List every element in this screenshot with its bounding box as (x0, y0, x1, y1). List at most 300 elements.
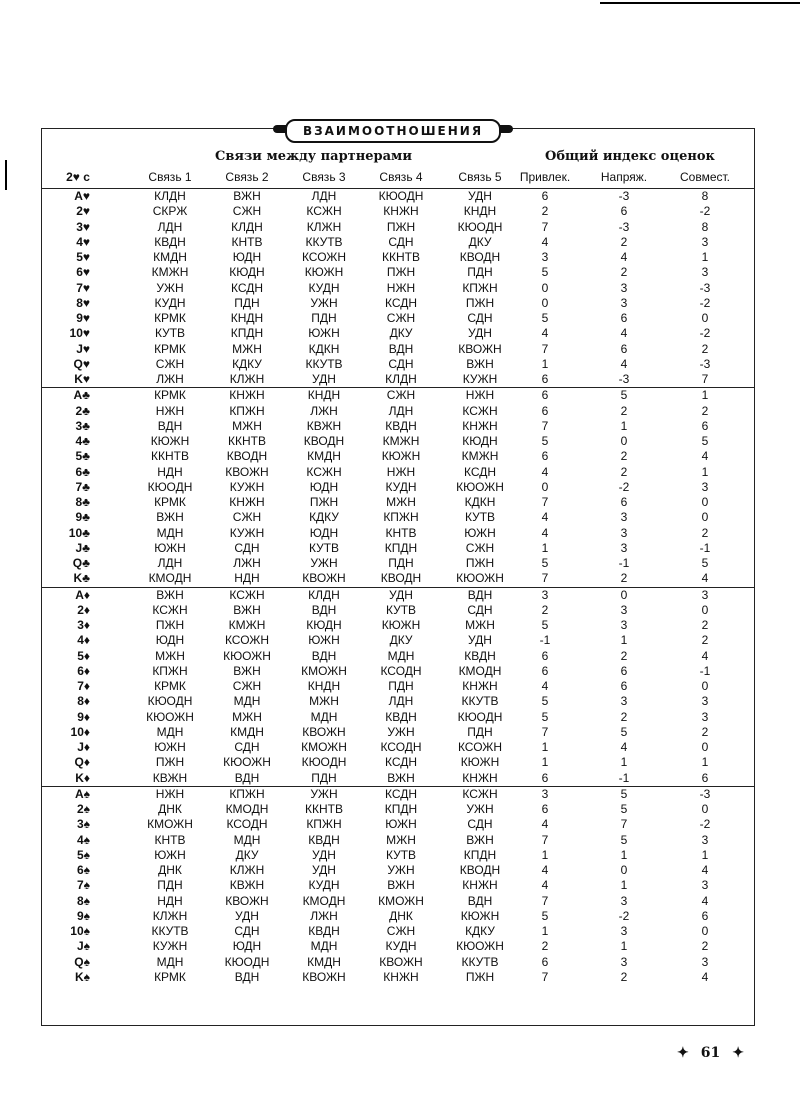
link-code: ДКУ (389, 633, 413, 648)
link-code: КДКУ (232, 356, 262, 371)
link-code: КЮОЖН (456, 479, 504, 494)
index-value: 3 (701, 709, 709, 724)
link-code: КСЖН (462, 786, 498, 801)
table-row (42, 878, 754, 893)
link-code: СДН (467, 817, 493, 832)
link-code: МДН (233, 832, 261, 847)
card-label: Q♥ (73, 356, 90, 371)
index-value: 6 (541, 770, 549, 785)
link-code: МЖН (386, 832, 416, 847)
link-code: КВДН (464, 648, 496, 663)
link-code: КДКУ (309, 510, 339, 525)
table-row (42, 817, 754, 832)
link-code: МДН (156, 525, 184, 540)
link-code: НДН (234, 571, 260, 586)
link-code: ЮДН (155, 633, 185, 648)
index-value: 8 (701, 219, 709, 234)
link-code: КЮОЖН (223, 648, 271, 663)
link-code: ЮЖН (308, 326, 340, 341)
link-code: ЮЖН (385, 817, 417, 832)
index-value: 7 (541, 495, 549, 509)
index-value: 4 (701, 863, 709, 877)
table-row (42, 250, 754, 265)
link-code: СЖН (232, 679, 262, 693)
index-value: 6 (620, 679, 628, 693)
table-row (42, 755, 754, 770)
link-code: ВДН (311, 648, 337, 663)
card-label: 2♥ (76, 204, 90, 219)
table-header-row (42, 170, 754, 189)
link-code: КМОДН (302, 893, 346, 908)
link-code: КЮОЖН (456, 939, 504, 954)
link-code: МДН (387, 648, 415, 663)
index-value: 5 (541, 556, 549, 570)
card-label: 7♠ (76, 878, 90, 893)
top-rule (600, 2, 800, 4)
table-row (42, 848, 754, 863)
link-code: НДН (157, 893, 183, 908)
index-value: 5 (541, 908, 549, 923)
index-value: 6 (541, 388, 549, 403)
index-value: 4 (541, 878, 549, 893)
card-label: 4♣ (75, 434, 90, 448)
index-value: 0 (701, 740, 709, 754)
index-value: 2 (620, 648, 628, 663)
link-code: СЖН (386, 924, 416, 938)
link-code: КЮОЖН (146, 709, 194, 724)
page-footer (671, 1045, 750, 1061)
link-code: КНДН (307, 679, 341, 693)
index-value: 6 (620, 663, 628, 678)
index-value: -2 (699, 204, 711, 219)
table-row (42, 449, 754, 464)
link-code: МДН (156, 724, 184, 739)
index-value: 4 (701, 449, 709, 464)
link-code: ВДН (311, 602, 337, 617)
link-code: КЛЖН (152, 908, 188, 923)
table-row (42, 924, 754, 939)
link-code: КСДН (384, 755, 418, 770)
link-code: КНТВ (231, 234, 263, 249)
link-code: КРМК (154, 311, 186, 325)
link-code: КРМК (154, 495, 186, 509)
link-code: КМЖН (151, 265, 189, 280)
table-row (42, 388, 754, 403)
card-label: 8♥ (76, 295, 90, 310)
column-header: Напряж. (600, 170, 648, 184)
index-value: -3 (618, 219, 630, 234)
index-value: 2 (541, 939, 549, 954)
diamond-ornament-icon: ✦ (677, 1045, 689, 1061)
card-label: 3♦ (77, 618, 90, 632)
card-label: 8♣ (75, 495, 90, 509)
link-code: СЖН (232, 204, 262, 219)
card-label: 6♦ (77, 663, 90, 678)
link-code: ЮЖН (154, 540, 186, 555)
column-header: Связь 1 (148, 170, 192, 184)
index-value: 3 (620, 280, 628, 295)
link-code: КНТВ (154, 832, 186, 847)
link-code: ЛЖН (310, 908, 338, 923)
card-label: 5♥ (76, 250, 90, 264)
index-value: 7 (701, 372, 709, 386)
index-value: 3 (701, 587, 709, 602)
index-value: 0 (701, 679, 709, 693)
link-code: КУЖН (229, 525, 265, 540)
card-label: 5♣ (75, 449, 90, 464)
link-code: КЮОДН (224, 954, 270, 969)
link-code: ВЖН (466, 356, 494, 371)
index-value: 2 (620, 571, 628, 586)
link-code: КУТВ (464, 510, 496, 525)
index-value: 1 (701, 755, 709, 770)
link-code: КУДН (385, 939, 417, 954)
index-value: 4 (541, 234, 549, 249)
link-code: ККУТВ (305, 234, 343, 249)
link-code: КЛЖН (229, 372, 265, 386)
index-value: 3 (701, 265, 709, 280)
index-value: 6 (541, 449, 549, 464)
link-code: КЮЖН (381, 618, 421, 632)
table-row (42, 434, 754, 449)
link-code: МЖН (155, 648, 185, 663)
index-value: 3 (541, 587, 549, 602)
link-code: КСОДН (380, 740, 422, 754)
link-code: КЛЖН (229, 863, 265, 877)
link-code: КЮЖН (460, 755, 500, 770)
index-value: 0 (620, 434, 628, 448)
link-code: ЛДН (311, 189, 337, 203)
link-code: СКРЖ (152, 204, 188, 219)
link-code: СЖН (155, 356, 185, 371)
link-code: КЛДН (231, 219, 263, 234)
link-code: УДН (468, 326, 492, 341)
table-row (42, 311, 754, 326)
link-code: ПЖН (386, 219, 416, 234)
link-code: ВЖН (387, 770, 415, 785)
index-value: 0 (541, 295, 549, 310)
link-code: КЛЖН (306, 219, 342, 234)
link-code: КВОДН (303, 434, 345, 448)
index-value: 3 (541, 786, 549, 801)
index-value: 4 (541, 679, 549, 693)
link-code: УЖН (387, 863, 415, 877)
link-code: КРМК (154, 341, 186, 356)
table-row (42, 419, 754, 434)
link-code: СЖН (386, 311, 416, 325)
table-row (42, 372, 754, 388)
link-code: КСОДН (226, 817, 268, 832)
table-row (42, 204, 754, 219)
index-value: 1 (541, 356, 549, 371)
index-value: -1 (699, 540, 711, 555)
index-value: 6 (620, 341, 628, 356)
card-label: 8♦ (77, 694, 90, 709)
group-header-links: Связи между партнерами (215, 149, 412, 164)
link-code: МЖН (232, 341, 262, 356)
index-value: 3 (620, 954, 628, 969)
link-code: КУТВ (385, 602, 417, 617)
index-value: 7 (541, 571, 549, 586)
link-code: КУТВ (308, 540, 340, 555)
link-code: МЖН (309, 694, 339, 709)
link-code: УДН (312, 847, 336, 862)
table-row (42, 571, 754, 587)
card-label: 8♠ (76, 893, 90, 908)
link-code: КЛДН (308, 587, 340, 602)
link-code: КМЖН (461, 449, 499, 464)
card-label: J♥ (76, 341, 90, 356)
link-code: КСДН (230, 280, 264, 295)
index-value: 1 (701, 388, 709, 403)
card-label: 5♦ (77, 648, 90, 663)
link-code: КУТВ (154, 326, 186, 341)
table-row (42, 833, 754, 848)
link-code: ВЖН (156, 510, 184, 525)
link-code: КНДН (463, 204, 497, 219)
link-code: МЖН (232, 418, 262, 433)
index-value: 6 (541, 189, 549, 203)
link-code: КВОЖН (458, 341, 502, 356)
link-code: ЮДН (309, 479, 339, 494)
card-label: 3♣ (75, 418, 90, 433)
index-value: -2 (618, 908, 630, 923)
table-row (42, 495, 754, 510)
index-value: 8 (701, 189, 709, 203)
card-label: 9♠ (76, 908, 90, 923)
link-code: ДКУ (389, 326, 413, 341)
link-code: КУДН (385, 479, 417, 494)
column-header: Связь 4 (379, 170, 423, 184)
table-row (42, 710, 754, 725)
index-value: 3 (620, 893, 628, 908)
card-label: 5♠ (76, 847, 90, 862)
index-value: -3 (618, 372, 630, 386)
link-code: КЮДН (462, 434, 498, 448)
card-label: 9♦ (77, 709, 90, 724)
link-code: СДН (388, 356, 414, 371)
index-value: 5 (620, 832, 628, 847)
card-label: 2♠ (76, 802, 90, 816)
link-code: КРМК (154, 679, 186, 693)
index-value: 4 (701, 571, 709, 586)
table-row (42, 220, 754, 235)
link-code: КДКН (464, 495, 496, 509)
link-code: ДНК (158, 863, 182, 877)
card-label: 7♥ (76, 280, 90, 295)
link-code: НЖН (155, 403, 185, 418)
table-row (42, 541, 754, 556)
card-label: 6♥ (76, 265, 90, 280)
link-code: ПДН (467, 724, 493, 739)
link-code: КМОДН (225, 802, 269, 816)
card-label: J♣ (75, 540, 90, 555)
card-label: K♣ (73, 571, 90, 586)
link-code: КЮЖН (381, 449, 421, 464)
link-code: ПДН (467, 265, 493, 280)
table-row (42, 664, 754, 679)
index-value: 2 (620, 969, 628, 984)
link-code: КМОЖН (378, 893, 424, 908)
index-value: 4 (620, 740, 628, 754)
card-label: K♦ (75, 770, 90, 785)
index-value: 1 (620, 755, 628, 770)
index-value: 2 (620, 265, 628, 280)
index-value: -1 (699, 663, 711, 678)
link-code: КУТВ (385, 847, 417, 862)
index-value: 2 (701, 341, 709, 356)
link-code: КСДН (384, 295, 418, 310)
card-label: 9♣ (75, 510, 90, 525)
index-value: 4 (541, 510, 549, 525)
link-code: КЮОДН (301, 755, 347, 770)
link-code: КВДН (385, 709, 417, 724)
link-code: ЮЖН (154, 847, 186, 862)
card-label: A♠ (74, 786, 90, 801)
index-value: 3 (620, 694, 628, 709)
link-code: ПЖН (155, 618, 185, 632)
table-row (42, 465, 754, 480)
link-code: КЮОДН (378, 189, 424, 203)
link-code: КПДН (384, 540, 418, 555)
link-code: ЮЖН (308, 633, 340, 648)
link-code: ЛДН (388, 694, 414, 709)
link-code: КВОЖН (302, 969, 346, 984)
table-row (42, 787, 754, 802)
link-code: КПЖН (306, 817, 342, 832)
link-code: МДН (310, 939, 338, 954)
link-code: КВЖН (229, 878, 265, 893)
link-code: ПДН (311, 311, 337, 325)
card-label: 10♥ (69, 326, 90, 341)
link-code: ДНК (389, 908, 413, 923)
link-code: СЖН (232, 510, 262, 525)
card-label: 10♣ (68, 525, 90, 540)
link-code: КВОДН (459, 250, 501, 264)
link-code: КНЖН (462, 679, 498, 693)
link-code: ПЖН (465, 969, 495, 984)
index-value: 6 (620, 311, 628, 325)
link-code: КСОЖН (301, 250, 347, 264)
link-code: КСЖН (229, 587, 265, 602)
link-code: КСОЖН (224, 633, 270, 648)
index-value: 1 (541, 540, 549, 555)
link-code: КВДН (154, 234, 186, 249)
index-value: 0 (620, 587, 628, 602)
table-row (42, 296, 754, 311)
table-row (42, 510, 754, 525)
link-code: КМЖН (228, 618, 266, 632)
link-code: УДН (312, 863, 336, 877)
link-code: ПЖН (465, 295, 495, 310)
table-row (42, 526, 754, 541)
link-code: КВОЖН (302, 724, 346, 739)
index-value: 7 (541, 893, 549, 908)
link-code: ВЖН (466, 832, 494, 847)
index-value: 0 (701, 311, 709, 325)
link-code: КМОДН (458, 663, 502, 678)
link-code: КВЖН (306, 418, 342, 433)
index-value: 4 (701, 969, 709, 984)
index-value: 3 (620, 618, 628, 632)
link-code: ЮДН (309, 525, 339, 540)
link-code: УЖН (310, 295, 338, 310)
link-code: ККНТВ (228, 434, 266, 448)
link-code: КСДН (384, 786, 418, 801)
card-label: 6♣ (75, 464, 90, 479)
index-value: 0 (701, 602, 709, 617)
link-code: КВОДН (380, 571, 422, 586)
card-label: 9♥ (76, 311, 90, 325)
index-value: 3 (701, 694, 709, 709)
index-value: 1 (541, 740, 549, 754)
link-code: УДН (389, 587, 413, 602)
index-value: 6 (541, 663, 549, 678)
link-code: КМДН (307, 449, 341, 464)
index-value: 0 (701, 510, 709, 525)
link-code: ПЖН (155, 755, 185, 770)
link-code: ККНТВ (151, 449, 189, 464)
index-value: 6 (620, 204, 628, 219)
index-value: 5 (701, 556, 709, 570)
index-value: 3 (701, 878, 709, 893)
index-value: 4 (701, 648, 709, 663)
link-code: КЛДН (385, 372, 417, 386)
link-code: НЖН (465, 388, 495, 403)
table-row (42, 894, 754, 909)
link-code: НЖН (155, 786, 185, 801)
link-code: КВЖН (152, 770, 188, 785)
card-label: 4♦ (77, 633, 90, 648)
table-row (42, 588, 754, 603)
index-value: 0 (701, 802, 709, 816)
index-value: 5 (541, 618, 549, 632)
link-code: КНЖН (462, 418, 498, 433)
index-value: 5 (541, 709, 549, 724)
link-code: ЛЖН (156, 372, 184, 386)
index-value: 5 (541, 265, 549, 280)
column-header: Связь 2 (225, 170, 269, 184)
table-row (42, 679, 754, 694)
table-row (42, 802, 754, 817)
index-value: 3 (701, 832, 709, 847)
index-value: -1 (618, 556, 630, 570)
table-row (42, 357, 754, 372)
link-code: ВДН (467, 893, 493, 908)
table-row (42, 235, 754, 250)
index-value: 4 (541, 326, 549, 341)
index-value: 1 (620, 418, 628, 433)
link-code: КВДН (308, 832, 340, 847)
index-value: 1 (701, 464, 709, 479)
link-code: СДН (234, 740, 260, 754)
index-value: 1 (620, 633, 628, 648)
link-code: ЛЖН (310, 403, 338, 418)
index-value: 1 (701, 847, 709, 862)
table-row (42, 618, 754, 633)
index-value: 7 (541, 418, 549, 433)
section-banner: ВЗАИМООТНОШЕНИЯ (285, 119, 501, 143)
margin-mark (5, 160, 7, 190)
index-value: 1 (541, 847, 549, 862)
link-code: НЖН (386, 464, 416, 479)
table-row (42, 633, 754, 648)
card-label: 10♦ (70, 724, 90, 739)
link-code: КУДН (308, 878, 340, 893)
link-code: КРМК (154, 388, 186, 403)
link-code: ПЖН (309, 495, 339, 509)
table-row (42, 725, 754, 740)
